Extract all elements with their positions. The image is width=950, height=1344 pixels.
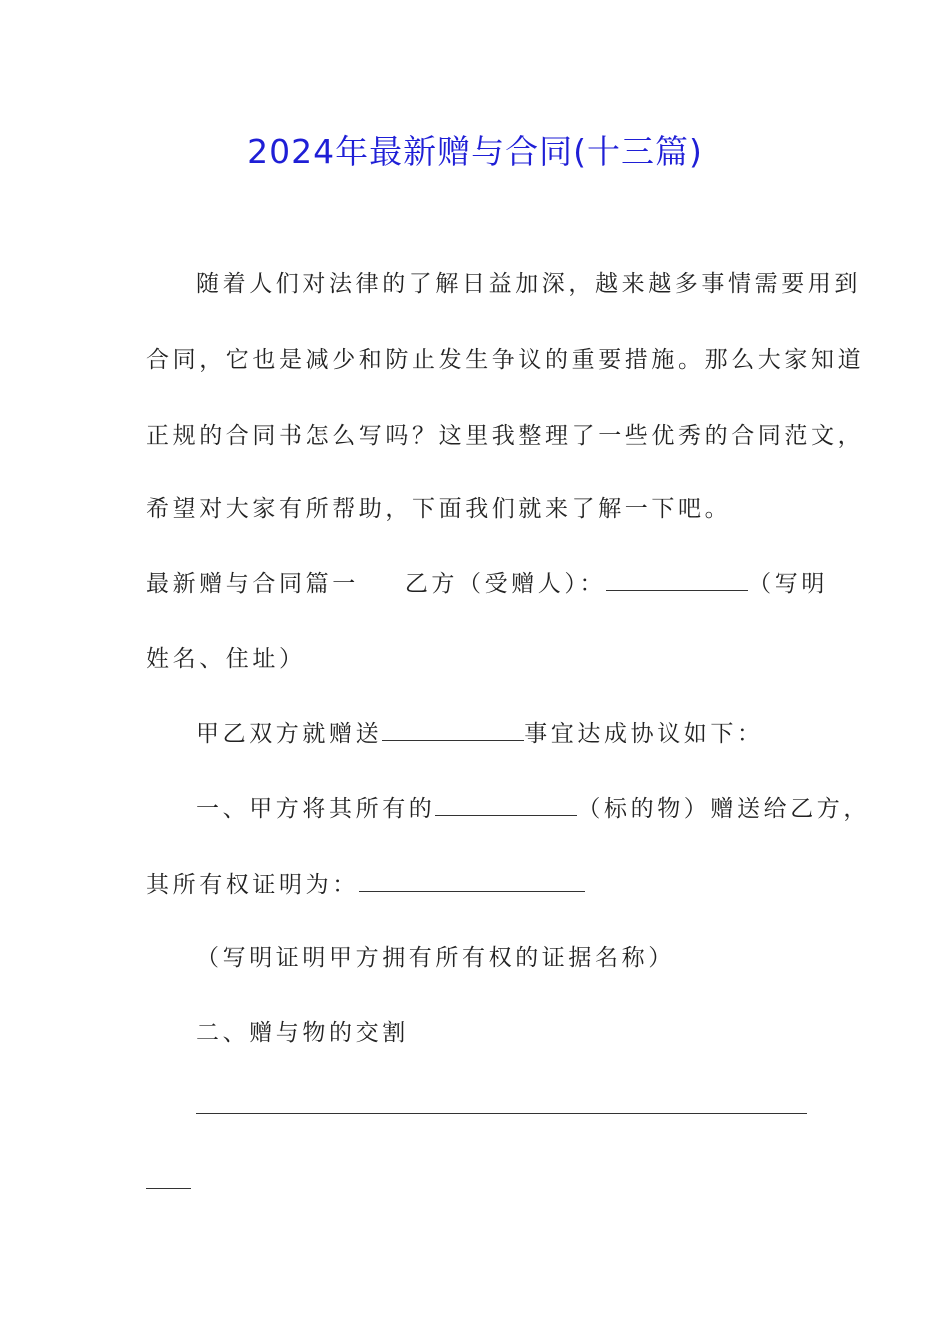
- party-b-label: 乙方（受赠人）：: [404, 571, 607, 597]
- clause1-note: （写明证明甲方拥有所有权的证据名称）: [196, 945, 675, 971]
- intro-line-4: 希望对大家有所帮助，下面我们就来了解一下吧。: [146, 496, 732, 522]
- gift-matter-blank: [382, 718, 524, 741]
- party-b-note: （写明: [748, 571, 828, 597]
- clause1-pre: 一、甲方将其所有的: [196, 796, 436, 822]
- agreement-pre: 甲乙双方就赠送: [196, 721, 383, 747]
- intro-line-1: 随着人们对法律的了解日益加深，越来越多事情需要用到: [196, 271, 861, 297]
- document-title: 2024年最新赠与合同(十三篇): [247, 132, 703, 171]
- party-b-blank: [606, 568, 748, 591]
- ownership-proof-blank: [359, 869, 585, 892]
- clause1-cont-line: [146, 867, 585, 903]
- agreement-line: [196, 716, 764, 752]
- agreement-post: 事宜达成协议如下：: [524, 721, 764, 747]
- intro-line-2: 合同，它也是减少和防止发生争议的重要措施。那么大家知道: [146, 347, 865, 373]
- subject-blank: [435, 793, 577, 816]
- party-b-note-cont: 姓名、住址）: [146, 646, 306, 672]
- delivery-blank-line: [196, 1113, 807, 1114]
- clause1-post: （标的物）赠送给乙方，: [577, 796, 871, 822]
- clause1-cont: 其所有权证明为：: [146, 872, 359, 898]
- section1-line: [146, 566, 828, 602]
- clause1-line: [196, 791, 870, 827]
- section1-heading: 最新赠与合同篇一: [146, 571, 359, 597]
- intro-line-3: 正规的合同书怎么写吗？这里我整理了一些优秀的合同范文，: [146, 423, 865, 449]
- delivery-blank-line-cont: [146, 1188, 191, 1189]
- clause2-heading: 二、赠与物的交割: [196, 1020, 409, 1046]
